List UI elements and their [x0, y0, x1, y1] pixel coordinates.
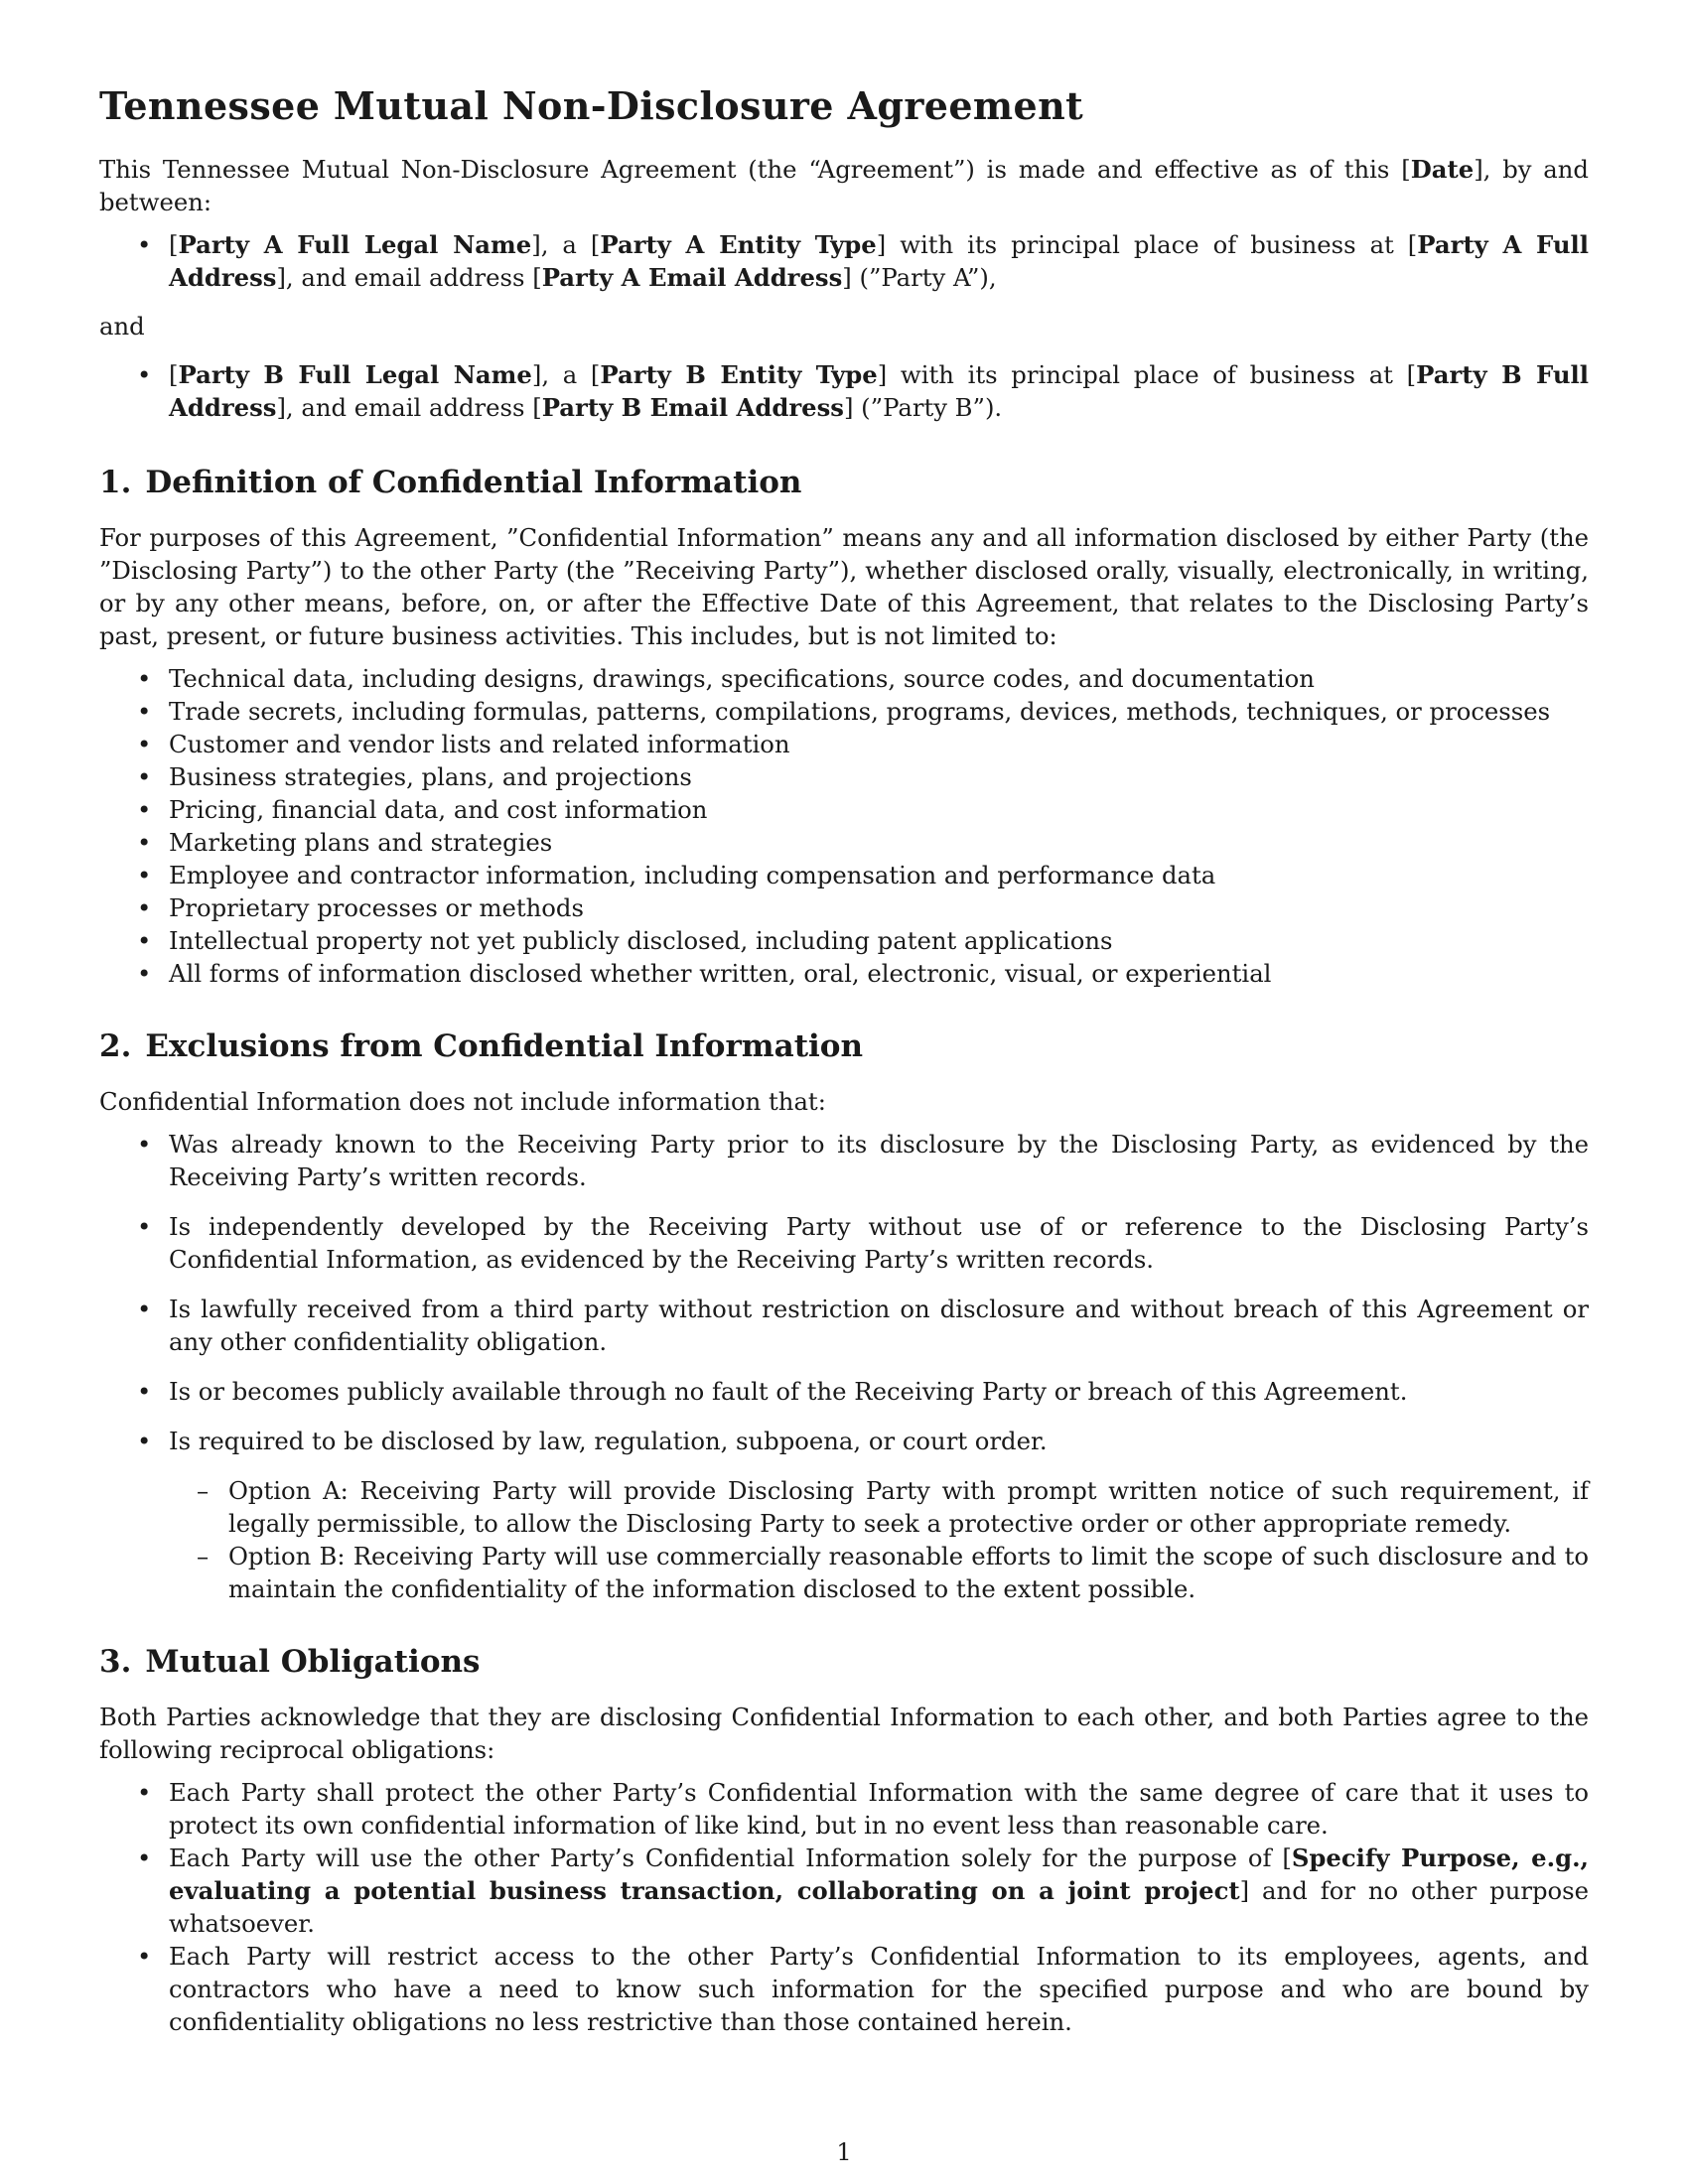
party-b-list: [99, 358, 1589, 424]
list-item: • Intellectual property not yet publicly disclosed, including patent applications: [99, 924, 1589, 957]
section-3-number: 3.: [99, 1644, 132, 1680]
party-b-email: Party B Email Address: [541, 393, 844, 422]
section-1-title: Definition of Confidential Information: [145, 465, 802, 500]
list-item: • Technical data, including designs, drawings, specifications, source codes, and documentation: [99, 662, 1589, 695]
section-3-body: Both Parties acknowledge that they are disclosing Confidential Information to each other, and both Parties agree to the following reciprocal obligations:: [99, 1703, 1589, 1764]
list-item: • Customer and vendor lists and related information: [99, 728, 1589, 760]
party-a-list: [99, 228, 1589, 294]
party-a-item: • [Party A Full Legal Name], a [Party A Entity Type] with its principal place of business at [Party A Full Address], and email address [Party A Email Address] (”Party A”),: [99, 228, 1589, 294]
party-b-entity-type: Party B Entity Type: [600, 360, 878, 389]
party-a-entity-type: Party A Entity Type: [600, 230, 877, 259]
list-item: • Employee and contractor information, including compensation and performance data: [99, 859, 1589, 891]
intro-text-end: ], by and between:: [99, 155, 1589, 216]
list-item: • Each Party shall protect the other Party’s Confidential Information with the same degree of care that it uses to protect its own confidential information of like kind, but in no event less than reasonable care.: [99, 1776, 1589, 1842]
section-2-body: Confidential Information does not include information that:: [99, 1087, 826, 1116]
list-item: • Is lawfully received from a third party without restriction on disclosure and without breach of this Agreement or any other confidentiality obligation.: [99, 1293, 1589, 1358]
intro-paragraph: [99, 153, 1589, 218]
list-item: • Trade secrets, including formulas, patterns, compilations, programs, devices, methods, techniques, or processes: [99, 695, 1589, 728]
list-item: • All forms of information disclosed whether written, oral, electronic, visual, or experiential: [99, 957, 1589, 990]
party-b-label: ”Party B”: [870, 393, 985, 422]
section-3-heading: [99, 1643, 1589, 1681]
purpose-placeholder: Specify Purpose, e.g., evaluating a potential business transaction, collaborating on a joint project: [169, 1843, 1589, 1905]
list-item: • Was already known to the Receiving Party prior to its disclosure by the Disclosing Party, as evidenced by the Receiving Party’s written records.: [99, 1128, 1589, 1193]
option-item: – Option B: Receiving Party will use commercially reasonable efforts to limit the scope of such disclosure and to maintain the confidentiality of the information disclosed to the extent possible.: [99, 1540, 1589, 1605]
section-1-number: 1.: [99, 465, 132, 500]
list-item: • Each Party will restrict access to the other Party’s Confidential Information to its employees, agents, and contractors who have a need to know such information for the specified purpose and who are bound by confidentiality obligations no less restrictive than those contained herein.: [99, 1940, 1589, 2038]
section-2-option-list: [99, 1474, 1589, 1605]
and-connector: and: [99, 312, 145, 341]
list-item: • Pricing, financial data, and cost information: [99, 793, 1589, 826]
option-item: – Option A: Receiving Party will provide Disclosing Party with prompt written notice of such requirement, if legally permissible, to allow the Disclosing Party to seek a protective order or other appropriate remedy.: [99, 1474, 1589, 1540]
party-a-email: Party A Email Address: [541, 263, 843, 292]
section-2-list: [99, 1128, 1589, 1457]
list-item: • Is independently developed by the Receiving Party without use of or reference to the Disclosing Party’s Confidential Information, as evidenced by the Receiving Party’s written records.: [99, 1210, 1589, 1276]
section-1-list: [99, 662, 1589, 990]
party-a-address: Party A Full Address: [169, 230, 1589, 292]
date-placeholder: Date: [1410, 155, 1475, 184]
list-item: • Each Party will use the other Party’s Confidential Information solely for the purpose of [Specify Purpose, e.g., evaluating a potential business transaction, collaborating on a joint project] and for no other purpose whatsoever.: [99, 1842, 1589, 1940]
section-2-heading: [99, 1027, 1589, 1065]
party-b-address: Party B Full Address: [169, 360, 1590, 422]
section-1-body: For purposes of this Agreement, ”Confidential Information” means any and all information disclosed by either Party (the ”Disclosing Party”) to the other Party (the ”Receiving Party”), whether disclosed orally, visually, electronically, in writing, or by any other means, before, on, or after the Effective Date of this Agreement, that relates to the Disclosing Party’s past, present, or future business activities. This includes, but is not limited to:: [99, 523, 1589, 650]
party-b-name: Party B Full Legal Name: [178, 360, 532, 389]
section-3-list: [99, 1776, 1589, 2038]
list-item: • Is required to be disclosed by law, regulation, subpoena, or court order.: [99, 1425, 1589, 1457]
party-a-name: Party A Full Legal Name: [178, 230, 532, 259]
list-item: • Is or becomes publicly available through no fault of the Receiving Party or breach of this Agreement.: [99, 1375, 1589, 1408]
section-1-heading: [99, 464, 1589, 501]
party-a-label: ”Party A”: [868, 263, 980, 292]
party-b-item: • [Party B Full Legal Name], a [Party B Entity Type] with its principal place of business at [Party B Full Address], and email address [Party B Email Address] (”Party B”).: [99, 358, 1589, 424]
page-number: 1: [836, 2138, 852, 2166]
list-item: • Business strategies, plans, and projections: [99, 760, 1589, 793]
section-2-title: Exclusions from Confidential Information: [145, 1028, 864, 1064]
list-item: • Proprietary processes or methods: [99, 891, 1589, 924]
section-3-title: Mutual Obligations: [145, 1644, 481, 1680]
list-item: • Marketing plans and strategies: [99, 826, 1589, 859]
section-2-number: 2.: [99, 1028, 132, 1064]
document-title: Tennessee Mutual Non-Disclosure Agreement: [99, 83, 1084, 128]
intro-text: This Tennessee Mutual Non-Disclosure Agreement (the “Agreement”) is made and effective as of this [: [99, 155, 1411, 184]
